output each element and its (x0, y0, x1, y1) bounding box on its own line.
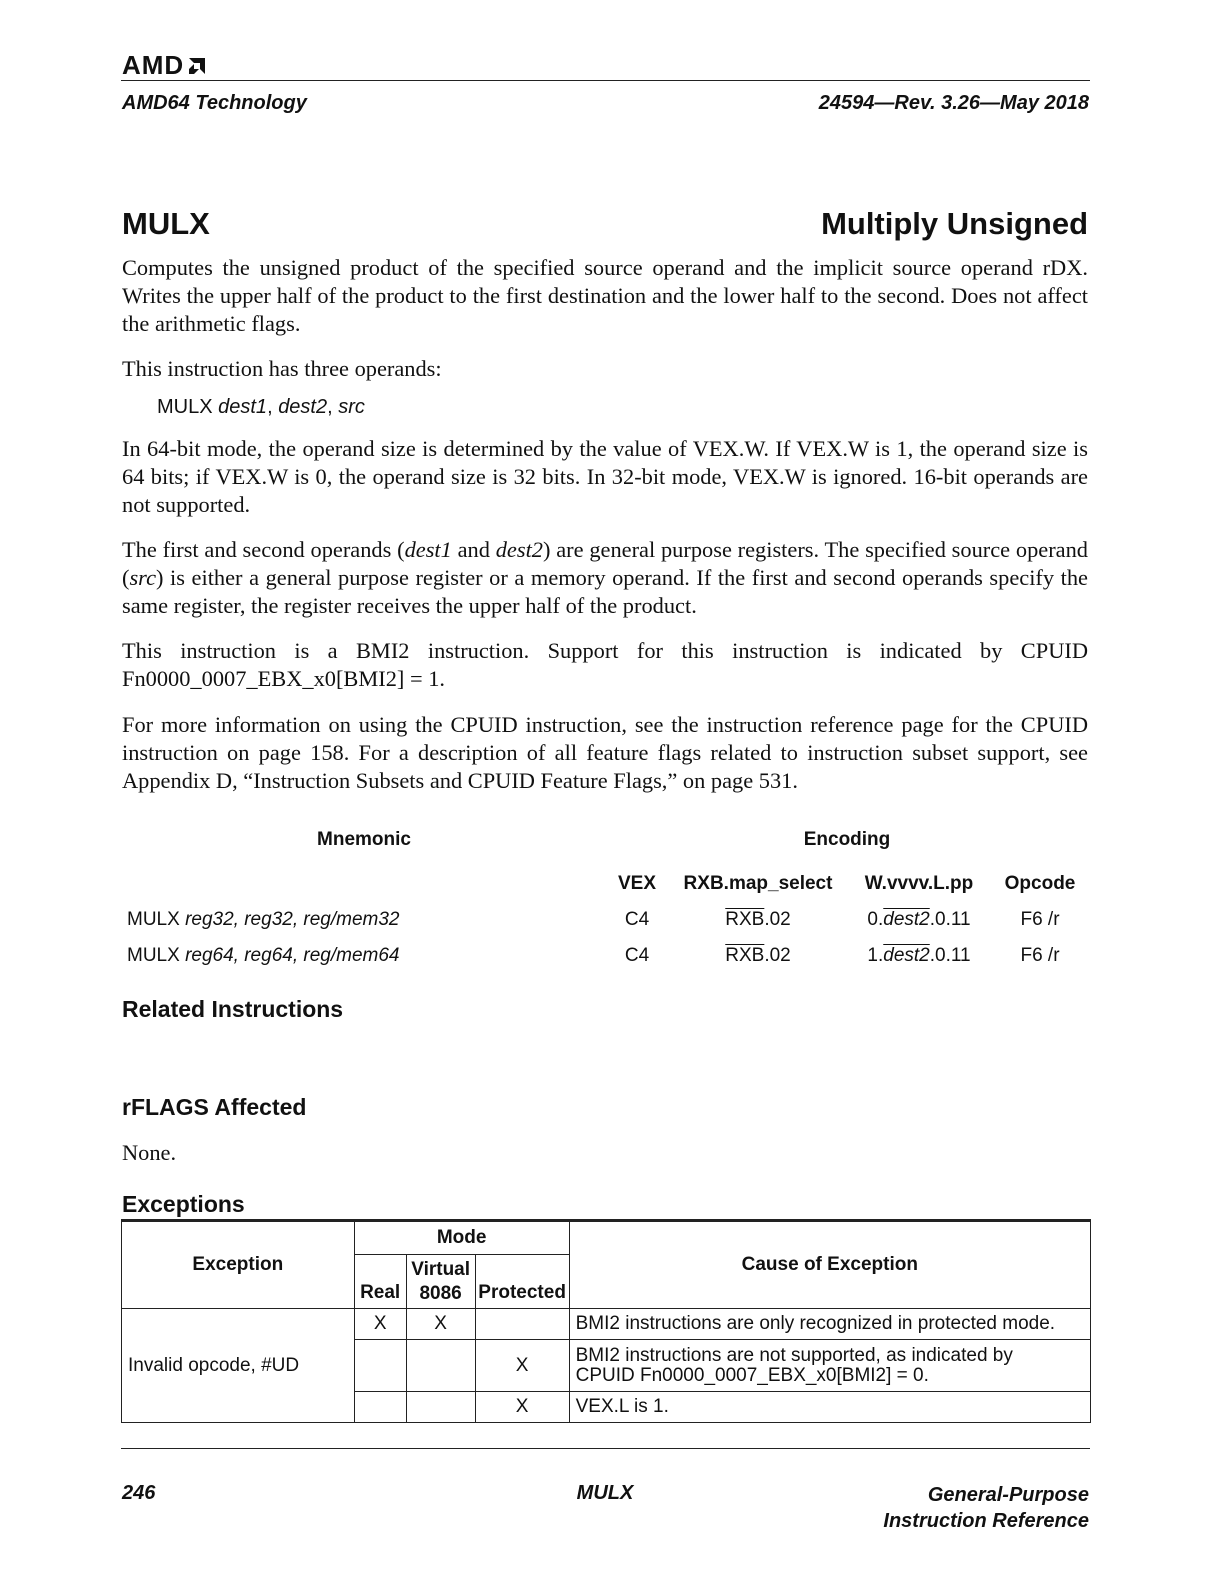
syntax-dest2: dest2 (278, 396, 328, 418)
encoding-row-opcode: F6 /r (1020, 945, 1060, 966)
mode-col-header: Mode (354, 1221, 569, 1255)
header-left: AMD64 Technology (122, 92, 307, 114)
encoding-row-mnemonic: MULX reg32, reg32, reg/mem32 (127, 909, 400, 930)
instruction-mnemonic: MULX (122, 206, 210, 241)
col-rxb: RXB.map_select (683, 873, 833, 894)
related-instructions-heading: Related Instructions (122, 996, 344, 1022)
operand-size-paragraph: In 64-bit mode, the operand size is determined by the value of VEX.W. If VEX.W is 1, the operand size is 64 bits; if VEX.W is 0, the operand size is 32 bits. In 32-bit mode, VEX.W is ignored. 16-bit operands are not supported. (122, 436, 1088, 517)
encoding-row-rxb: $\overline{RXB}.02$ (725, 945, 791, 966)
rflags-text: None. (122, 1140, 177, 1165)
exception-name-cell: Invalid opcode, #UD (122, 1309, 355, 1423)
protected-cell (475, 1309, 569, 1340)
bmi2-paragraph: This instruction is a BMI2 instruction. Support for this instruction is indicated by CPUID Fn0000_0007_EBX_x0[BMI2] = 1. (122, 638, 1088, 691)
virtual-cell: X (406, 1309, 475, 1340)
header-right: 24594—Rev. 3.26—May 2018 (818, 92, 1089, 114)
encoding-row-w: 0.dest2.0.11 (867, 909, 971, 930)
encoding-row-rxb: $\overline{RXB}.02$ (725, 909, 791, 930)
col-opcode: Opcode (1004, 873, 1076, 894)
operands-paragraph: The first and second operands (dest1 and dest2) are general purpose registers. The specified source operand (src) is either a general purpose register or a memory operand. If the first and second operands specify the same register, the register receives the upper half of the product. (122, 537, 1088, 618)
encoding-row-w: 1.dest2.0.11 (867, 945, 971, 966)
cpuid-paragraph: For more information on using the CPUID instruction, see the instruction reference page for the CPUID instruction on page 158. For a description of all feature flags related to instruction subset support, see Appendix D, “Instruction Subsets and CPUID Feature Flags,” on page 531. (122, 712, 1088, 793)
cause-cell: BMI2 instructions are not supported, as indicated by CPUID Fn0000_0007_EBX_x0[BMI2] = 0. (569, 1340, 1090, 1392)
protected-col-header: Protected (475, 1255, 569, 1309)
virtual-cell (406, 1392, 475, 1423)
syntax-mnemonic: MULX (157, 396, 219, 418)
cause-col-header: Cause of Exception (569, 1221, 1090, 1309)
mnemonic-header: Mnemonic (317, 829, 411, 850)
col-vex: VEX (617, 873, 657, 894)
encoding-row-vex: C4 (624, 909, 650, 930)
page-number: 246 (122, 1482, 156, 1504)
footer-right: General-Purpose Instruction Reference (883, 1484, 1089, 1532)
amd-logo (122, 50, 207, 81)
encoding-row-opcode: F6 /r (1020, 909, 1060, 930)
col-w: W.vvvv.L.pp (864, 873, 974, 894)
real-cell: X (354, 1309, 406, 1340)
syntax-sep: , (267, 396, 279, 418)
operands-intro: This instruction has three operands: (122, 356, 442, 381)
syntax-sep: , (327, 396, 339, 418)
encoding-row-vex: C4 (624, 945, 650, 966)
virtual-cell (406, 1340, 475, 1392)
cause-cell: BMI2 instructions are only recognized in protected mode. (569, 1309, 1090, 1340)
header-rule (121, 80, 1090, 81)
exception-col-header: Exception (122, 1221, 355, 1309)
exceptions-table (121, 1219, 1091, 1423)
cause-cell: VEX.L is 1. (569, 1392, 1090, 1423)
rflags-heading: rFLAGS Affected (122, 1094, 307, 1120)
exceptions-heading: Exceptions (122, 1191, 245, 1217)
syntax-dest1: dest1 (218, 396, 268, 418)
syntax-line (157, 396, 365, 419)
encoding-header: Encoding (803, 829, 891, 850)
encoding-row-mnemonic: MULX reg64, reg64, reg/mem64 (127, 945, 400, 966)
footer-center: MULX (576, 1482, 634, 1504)
description-paragraph: Computes the unsigned product of the specified source operand and the implicit source operand rDX. Writes the upper half of the product to the first destination and the lower half to the second. Does not affect the arithmetic flags. (122, 255, 1088, 336)
real-cell (354, 1340, 406, 1392)
instruction-name: Multiply Unsigned (821, 206, 1088, 241)
real-cell (354, 1392, 406, 1423)
virtual-8086-col-header: Virtual 8086 (406, 1255, 475, 1309)
protected-cell: X (475, 1392, 569, 1423)
syntax-src: src (338, 396, 365, 418)
real-col-header: Real (354, 1255, 406, 1309)
amd-arrow-icon (187, 56, 207, 76)
footer-rule (121, 1448, 1090, 1449)
protected-cell: X (475, 1340, 569, 1392)
logo-text: AMD (122, 50, 185, 80)
